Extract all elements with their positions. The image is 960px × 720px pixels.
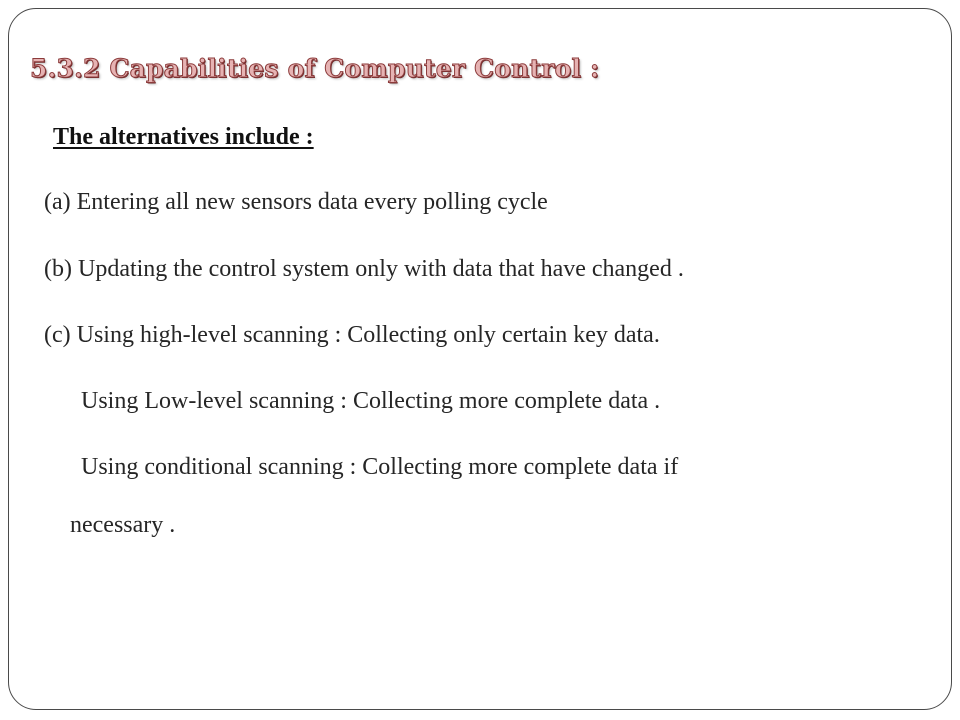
alternative-item-b: (b) Updating the control system only with data that have changed . (44, 256, 684, 282)
alternatives-subheading: The alternatives include : (53, 124, 314, 150)
slide-frame (8, 8, 952, 710)
alternative-conditional-scanning-continued: necessary . (70, 512, 176, 538)
alternative-item-c: (c) Using high-level scanning : Collecting only certain key data. (44, 322, 660, 348)
slide-title: 5.3.2 Capabilities of Computer Control : (30, 54, 600, 83)
alternative-low-level-scanning: Using Low-level scanning : Collecting more complete data . (81, 388, 661, 414)
alternative-item-a: (a) Entering all new sensors data every polling cycle (44, 189, 548, 215)
alternative-conditional-scanning: Using conditional scanning : Collecting more complete data if (81, 454, 679, 480)
